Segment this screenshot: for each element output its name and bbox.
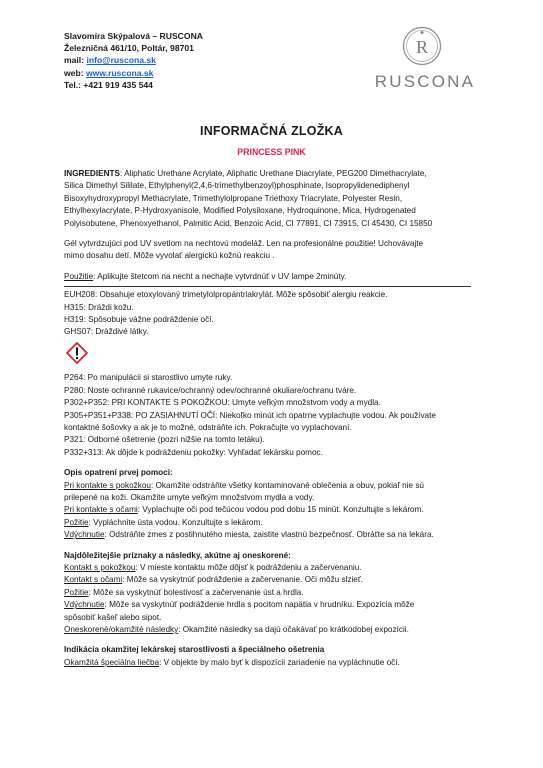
symptom-item xyxy=(64,624,478,636)
precautionary-statements xyxy=(64,372,478,459)
first-aid-item xyxy=(64,529,478,541)
company-header xyxy=(64,30,203,91)
symptom-label: Požitie xyxy=(64,587,89,597)
usage-note xyxy=(64,238,478,263)
section-divider xyxy=(64,286,471,287)
first-aid-label: Vdýchnutie xyxy=(64,530,105,540)
logo-letter: R xyxy=(415,37,429,57)
hazard-statements xyxy=(64,289,478,339)
first-aid-label: Pri kontakte s očami xyxy=(64,505,138,515)
first-aid-text: : Vypláchnite ústa vodou. Konzultujte s lekárom. xyxy=(88,517,263,527)
symptom-item-cont: spôsobiť kašeľ alebo sipot. xyxy=(64,612,162,622)
first-aid-item xyxy=(64,504,478,516)
logo-text: RUSCONA xyxy=(374,72,476,91)
symptoms-title: Najdôležitejšie príznaky a následky, akútne aj oneskorené: xyxy=(64,550,291,560)
logo-mark-icon xyxy=(402,26,442,66)
usage-label: Použitie xyxy=(64,271,94,281)
ingredients-section xyxy=(64,168,478,230)
medical-attention-section xyxy=(64,644,478,669)
product-name: PRINCESS PINK xyxy=(237,147,306,157)
symptom-item xyxy=(64,599,478,611)
symptom-item xyxy=(64,587,478,599)
medical-text: : V objekte by malo byť k dispozícii zariadenie na vypláchnutie očí. xyxy=(159,657,400,667)
ruscona-logo xyxy=(370,26,480,106)
symptom-text: : Môže sa vyskytnúť podráždenie hrdla s pocitom napätia v hrudníku. Expozícia môže xyxy=(104,600,415,610)
precaution-line: P305+P351+P338: PO ZASIAHNUTÍ OČÍ: Niekoľko minút ich opatrne vyplachujte vodou. Ak používate xyxy=(64,410,436,420)
symptom-text: : V mieste kontaktu môže dôjsť k podráždeniu a začervenaniu. xyxy=(135,562,362,572)
document-body xyxy=(64,168,478,669)
medical-title: Indikácia okamžitej lekárskej starostlivosti a špeciálneho ošetrenia xyxy=(64,645,325,655)
hazard-line: EUH208: Obsahuje etoxylovaný trimetylolpropántriakrylát. Môže spôsobiť alergiu reakcie. xyxy=(64,290,388,300)
symptom-label: Kontakt s pokožkou xyxy=(64,562,136,572)
ingredients-line: Bisoxyhydroxypropyl Methacrylate, Trimethylolpropane Triethoxy Triacrylate, Polyester Resin, xyxy=(64,193,403,203)
web-row xyxy=(64,67,203,79)
precaution-line: kontaktné šošovky a ak je to možné, odstráňte ich. Pokračujte vo vyplachovaní. xyxy=(64,422,352,432)
first-aid-label: Požitie xyxy=(64,517,89,527)
web-link[interactable]: www.ruscona.sk xyxy=(85,67,154,78)
first-aid-label: Pri kontakte s pokožkou xyxy=(64,480,151,490)
hazard-line: H315: Dráždi kožu. xyxy=(64,302,134,312)
symptom-text: : Môže sa vyskytnúť bolestivosť a začervenanie úst a hrdla. xyxy=(88,587,304,597)
symptom-label: Oneskorené/okamžité následky xyxy=(64,625,179,634)
medical-label: Okamžitá špeciálna liečba xyxy=(64,657,160,667)
mail-link[interactable]: info@ruscona.sk xyxy=(86,55,156,66)
usage-note-line: Gél vytvrdzujúci pod UV svetlom na nechtovú modeláž. Len na profesionálne použitie! Uchovávajte xyxy=(64,239,424,249)
symptom-text: : Okamžité následky sa dajú očakávať po krátkodobej expozícii. xyxy=(178,625,409,634)
first-aid-title: Opis opatrení prvej pomoci: xyxy=(64,468,173,478)
precaution-line: P302+P352: PRI KONTAKTE S POKOŽKOU: Umyte veľkým množstvom vody a mydla. xyxy=(64,398,381,408)
symptom-label: Vdýchnutie xyxy=(64,600,105,610)
medical-item xyxy=(64,657,478,669)
company-address: Železničná 461/10, Poltár, 98701 xyxy=(64,43,194,54)
phone-number: Tel.: +421 919 435 544 xyxy=(64,79,153,90)
hazard-line: H319: Spôsobuje vážne podráždenie očí. xyxy=(64,315,214,325)
precaution-line: P321: Odborné ošetrenie (pozri nižšie na tomto letáku). xyxy=(64,435,265,445)
ghs07-exclamation-icon xyxy=(66,342,88,364)
web-label: web: xyxy=(64,67,86,78)
ingredients-label: INGREDIENTS xyxy=(64,169,120,178)
first-aid-text: : Vyplachujte oči pod tečúcou vodou pod dobu 15 minút. Konzultujte s lekárom. xyxy=(137,505,424,515)
symptom-label: Kontakt s očami xyxy=(64,575,123,585)
first-aid-item xyxy=(64,517,478,529)
first-aid-item-cont: prilepené na koži. Okamžite umyte veľkým množstvom mydla a vody. xyxy=(64,492,315,502)
precaution-line: P332+313: Ak dôjde k podráždeniu pokožky: Vyhľadať lekársku pomoc. xyxy=(64,447,323,457)
usage-text: : Aplikujte štetcom na necht a nechajte vytvrdnúť v UV lampe 2minúty. xyxy=(93,271,347,281)
symptom-item xyxy=(64,562,478,574)
precaution-line: P280: Noste ochranné rukavice/ochranný odev/ochranné okuliare/ochranu tváre. xyxy=(64,385,357,395)
ingredients-line: : Aliphatic Urethane Acrylate, Aliphatic Urethane Diacrylate, PEG200 Dimethacrylate, xyxy=(119,169,427,178)
first-aid-text: : Odstráňte zmes z postihnutého miesta, zaistite vlastnú bezpečnosť. Obráťte sa na lekára. xyxy=(104,530,434,540)
usage-instructions xyxy=(64,271,478,283)
document-title: INFORMAČNÁ ZLOŽKA xyxy=(200,124,343,138)
usage-note-line: mimo dosahu detí. Môže vyvolať alergickú kožnú reakciu . xyxy=(64,251,275,261)
first-aid-text: : Okamžite odstráňte všetky kontaminované oblečenia a obuv, pokiaľ nie sú xyxy=(150,480,424,490)
hazard-line: GHS07: Dráždivé látky. xyxy=(64,327,149,337)
symptoms-section xyxy=(64,550,478,637)
company-name: Slavomíra Skýpalová – RUSCONA xyxy=(64,31,203,41)
precaution-line: P264: Po manipulácii si starostlivo umyte ruky. xyxy=(64,373,233,383)
first-aid-item xyxy=(64,480,478,492)
first-aid-section xyxy=(64,467,478,541)
mail-label: mail: xyxy=(64,55,87,66)
ingredients-line: Polyisobutene, Phenoxyethanol, Palmitic Acid, Benzoic Acid, CI 77891, CI 73915, CI 45430, CI 15850 xyxy=(64,218,433,228)
mail-row xyxy=(64,54,203,66)
ingredients-line: Silica Dimethyl Sililate, Ethylphenyl(2,4,6-trimethylbenzoyl)phosphinate, Isopropylidenediphenyl xyxy=(64,181,410,191)
symptom-text: : Môže sa vyskytnúť podráždenie a začervenanie. Oči môžu slzieť. xyxy=(122,575,364,585)
ingredients-line: Ethylhexylacrylate, P-Hydroxyanisole, Modified Polysiloxane, Hydroquinone, Mica, Hydrogenated xyxy=(64,206,416,216)
symptom-item xyxy=(64,574,478,586)
